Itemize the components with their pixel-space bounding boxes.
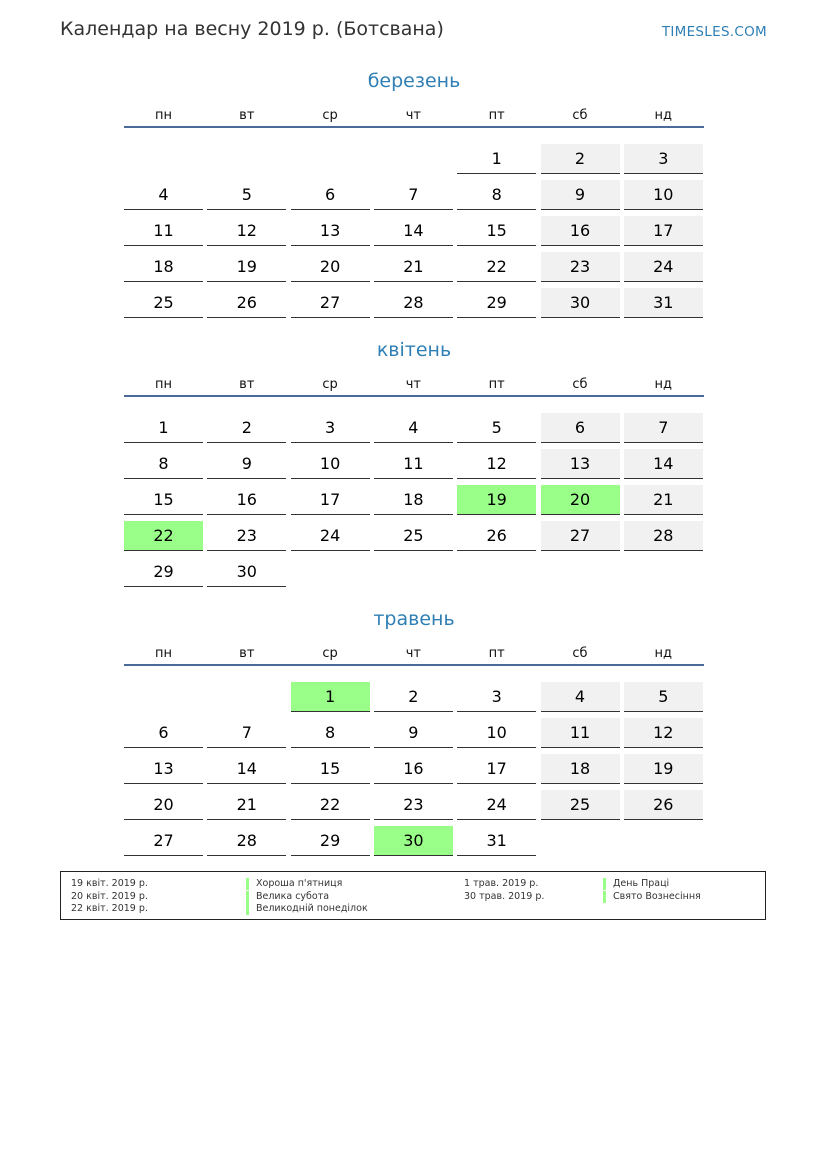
day-cell: 26 (624, 790, 703, 820)
day-cell: 4 (124, 180, 203, 210)
weekday-label: нд (654, 646, 673, 661)
day-cell: 1 (457, 144, 536, 174)
day-cell: 21 (374, 252, 453, 282)
weekday-label: пн (155, 377, 172, 392)
day-cell: 25 (124, 288, 203, 318)
weekday-label: пн (155, 108, 172, 123)
day-cell: 10 (624, 180, 703, 210)
day-cell: 7 (374, 180, 453, 210)
day-cell: 8 (124, 449, 203, 479)
legend-date: 22 квіт. 2019 р. (71, 903, 148, 914)
site-brand-link[interactable]: TIMESLES.COM (661, 24, 767, 40)
holiday-day-cell: 30 (374, 826, 453, 856)
day-cell: 22 (457, 252, 536, 282)
day-cell: 11 (541, 718, 620, 748)
day-cell: 8 (291, 718, 370, 748)
legend-holiday-name: Хороша п'ятниця (246, 878, 342, 890)
day-cell: 20 (124, 790, 203, 820)
day-cell: 4 (374, 413, 453, 443)
day-cell: 27 (541, 521, 620, 551)
weekday-label: сб (572, 108, 588, 123)
day-cell: 13 (291, 216, 370, 246)
day-cell: 23 (374, 790, 453, 820)
day-cell: 16 (207, 485, 286, 515)
day-cell: 29 (124, 557, 203, 587)
weekday-label: пн (155, 646, 172, 661)
day-cell: 14 (624, 449, 703, 479)
month-name: квітень (376, 339, 452, 361)
day-cell: 8 (457, 180, 536, 210)
holiday-day-cell: 19 (457, 485, 536, 515)
holiday-day-cell: 22 (124, 521, 203, 551)
day-cell: 5 (624, 682, 703, 712)
weekday-label: чт (405, 108, 422, 123)
day-cell: 9 (207, 449, 286, 479)
weekday-label: чт (405, 377, 422, 392)
weekday-label: ср (322, 108, 338, 123)
day-cell: 12 (624, 718, 703, 748)
day-cell: 17 (457, 754, 536, 784)
day-cell: 10 (457, 718, 536, 748)
weekday-label: сб (572, 377, 588, 392)
day-cell: 6 (291, 180, 370, 210)
day-cell: 10 (291, 449, 370, 479)
day-cell: 23 (541, 252, 620, 282)
day-cell: 1 (124, 413, 203, 443)
day-cell: 2 (207, 413, 286, 443)
day-cell: 9 (541, 180, 620, 210)
weekday-label: вт (239, 108, 255, 123)
day-cell: 30 (541, 288, 620, 318)
day-cell: 14 (374, 216, 453, 246)
day-cell: 16 (541, 216, 620, 246)
weekday-label: сб (572, 646, 588, 661)
weekday-label: ср (322, 646, 338, 661)
weekday-label: нд (654, 377, 673, 392)
weekday-label: вт (239, 646, 255, 661)
day-cell: 14 (207, 754, 286, 784)
header-divider (124, 395, 704, 397)
day-cell: 29 (291, 826, 370, 856)
day-cell: 6 (541, 413, 620, 443)
day-cell: 17 (291, 485, 370, 515)
day-cell: 23 (207, 521, 286, 551)
day-cell: 28 (624, 521, 703, 551)
month-name: травень (373, 608, 455, 630)
day-cell: 25 (541, 790, 620, 820)
header-divider (124, 664, 704, 666)
day-cell: 7 (207, 718, 286, 748)
weekday-label: ср (322, 377, 338, 392)
legend-date: 1 трав. 2019 р. (464, 878, 539, 889)
day-cell: 18 (124, 252, 203, 282)
day-cell: 28 (207, 826, 286, 856)
month-name: березень (367, 70, 461, 92)
day-cell: 2 (374, 682, 453, 712)
weekday-label: чт (405, 646, 422, 661)
legend-date: 20 квіт. 2019 р. (71, 890, 148, 902)
day-cell: 19 (207, 252, 286, 282)
day-cell: 6 (124, 718, 203, 748)
day-cell: 19 (624, 754, 703, 784)
holiday-legend (60, 871, 766, 920)
day-cell: 27 (291, 288, 370, 318)
header-divider (124, 126, 704, 128)
day-cell: 24 (624, 252, 703, 282)
weekday-label: вт (239, 377, 255, 392)
day-cell: 26 (457, 521, 536, 551)
day-cell: 31 (624, 288, 703, 318)
day-cell: 3 (457, 682, 536, 712)
weekday-label: пт (488, 108, 505, 123)
day-cell: 31 (457, 826, 536, 856)
day-cell: 20 (291, 252, 370, 282)
weekday-label: нд (654, 108, 673, 123)
day-cell: 26 (207, 288, 286, 318)
legend-holiday-name: Великодній понеділок (246, 903, 368, 915)
day-cell: 3 (624, 144, 703, 174)
holiday-day-cell: 20 (541, 485, 620, 515)
day-cell: 11 (374, 449, 453, 479)
page-title: Календар на весну 2019 р. (Ботсвана) (60, 18, 444, 40)
weekday-header-row (124, 377, 704, 397)
day-cell: 21 (207, 790, 286, 820)
day-cell: 30 (207, 557, 286, 587)
legend-date: 30 трав. 2019 р. (464, 890, 545, 902)
day-cell: 12 (207, 216, 286, 246)
day-cell: 13 (541, 449, 620, 479)
day-cell: 27 (124, 826, 203, 856)
weekday-header-row (124, 108, 704, 128)
weekday-label: пт (488, 646, 505, 661)
legend-holiday-name: День Праці (603, 878, 669, 890)
weekday-label: пт (488, 377, 505, 392)
day-cell: 16 (374, 754, 453, 784)
day-cell: 25 (374, 521, 453, 551)
day-cell: 28 (374, 288, 453, 318)
day-cell: 9 (374, 718, 453, 748)
day-cell: 12 (457, 449, 536, 479)
day-cell: 15 (457, 216, 536, 246)
day-cell: 21 (624, 485, 703, 515)
day-cell: 3 (291, 413, 370, 443)
day-cell: 15 (124, 485, 203, 515)
day-cell: 11 (124, 216, 203, 246)
day-cell: 17 (624, 216, 703, 246)
day-cell: 7 (624, 413, 703, 443)
legend-holiday-name: Свято Вознесіння (603, 891, 701, 903)
day-cell: 13 (124, 754, 203, 784)
weekday-header-row (124, 646, 704, 666)
day-cell: 5 (207, 180, 286, 210)
day-cell: 2 (541, 144, 620, 174)
holiday-day-cell: 1 (291, 682, 370, 712)
day-cell: 15 (291, 754, 370, 784)
day-cell: 29 (457, 288, 536, 318)
day-cell: 24 (291, 521, 370, 551)
day-cell: 4 (541, 682, 620, 712)
day-cell: 5 (457, 413, 536, 443)
legend-holiday-name: Велика субота (246, 891, 329, 903)
day-cell: 18 (541, 754, 620, 784)
legend-date: 19 квіт. 2019 р. (71, 878, 148, 889)
day-cell: 24 (457, 790, 536, 820)
day-cell: 22 (291, 790, 370, 820)
day-cell: 18 (374, 485, 453, 515)
